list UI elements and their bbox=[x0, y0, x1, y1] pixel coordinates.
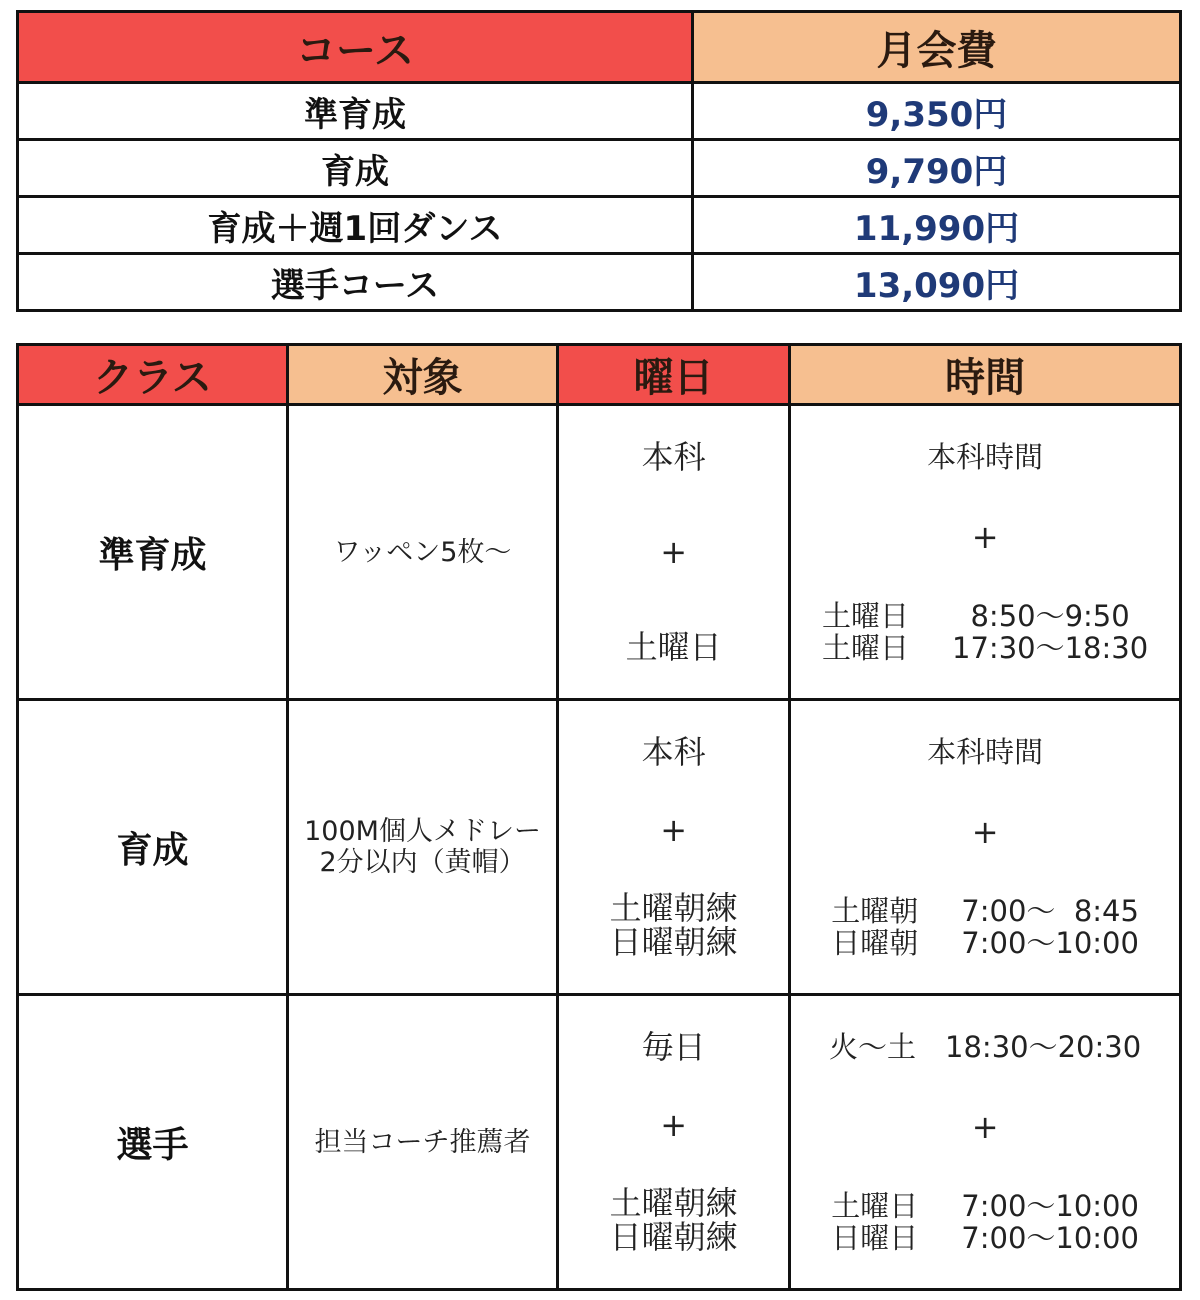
time-slot bbox=[831, 927, 1139, 959]
time-slot bbox=[831, 1190, 1139, 1222]
target-cell bbox=[287, 700, 557, 995]
monthly-fee: 9,350円 bbox=[693, 83, 1181, 140]
target-line: ワッペン5枚～ bbox=[333, 536, 512, 568]
day-cell bbox=[558, 700, 790, 995]
monthly-fee: 9,790円 bbox=[693, 140, 1181, 197]
time-slot bbox=[822, 632, 1148, 664]
target-header: 対象 bbox=[287, 345, 557, 405]
plus-sign: + bbox=[971, 1108, 999, 1146]
course-header: コース bbox=[18, 12, 693, 83]
target-line: 100M個人メドレー bbox=[304, 816, 541, 847]
class-name-cell bbox=[18, 995, 288, 1290]
time-cell bbox=[790, 405, 1181, 700]
plus-sign: + bbox=[660, 811, 688, 849]
time-slot bbox=[822, 600, 1148, 632]
day-base: 毎日 bbox=[641, 1028, 706, 1066]
class-name-cell bbox=[18, 700, 288, 995]
class-row bbox=[18, 995, 1181, 1290]
extra-day: 土曜朝練 bbox=[609, 889, 738, 927]
course-name: 育成＋週1回ダンス bbox=[18, 197, 693, 254]
extra-day: 土曜日 bbox=[625, 628, 722, 666]
fee-row bbox=[18, 197, 1181, 254]
time-base: 火～土 18:30～20:30 bbox=[829, 1030, 1142, 1064]
day-base: 本科 bbox=[641, 438, 706, 476]
time-slot-day: 土曜日 bbox=[822, 631, 910, 665]
time-slot-day: 日曜朝 bbox=[831, 926, 919, 960]
plus-sign: + bbox=[971, 813, 999, 851]
fee-header-row bbox=[18, 12, 1181, 83]
target-line: 2分以内（黄帽） bbox=[319, 847, 526, 878]
class-row bbox=[18, 700, 1181, 995]
course-name: 育成 bbox=[18, 140, 693, 197]
class-schedule-table bbox=[16, 343, 1182, 1291]
time-header: 時間 bbox=[790, 345, 1181, 405]
monthly-fee: 13,090円 bbox=[693, 254, 1181, 311]
plus-sign: + bbox=[660, 533, 688, 571]
day-cell bbox=[558, 405, 790, 700]
extra-day: 土曜朝練 bbox=[609, 1184, 738, 1222]
time-slot-day: 土曜日 bbox=[831, 1189, 919, 1223]
time-slot-hours: 7:00～ 8:45 bbox=[961, 894, 1139, 928]
time-cell bbox=[790, 995, 1181, 1290]
time-slot-hours: 7:00～10:00 bbox=[961, 926, 1139, 960]
class-name: 選手 bbox=[116, 1124, 189, 1166]
class-name: 準育成 bbox=[98, 534, 207, 576]
time-slot-day: 土曜日 bbox=[822, 599, 910, 633]
target-cell bbox=[287, 405, 557, 700]
day-cell bbox=[558, 995, 790, 1290]
time-slot-day: 日曜日 bbox=[831, 1221, 919, 1255]
class-name: 育成 bbox=[116, 829, 189, 871]
time-slot bbox=[831, 895, 1139, 927]
time-slot-hours: 17:30～18:30 bbox=[952, 631, 1149, 665]
plus-sign: + bbox=[971, 518, 999, 556]
target-line: 担当コーチ推薦者 bbox=[314, 1126, 531, 1158]
time-base: 本科時間 bbox=[927, 440, 1044, 474]
monthly-fee: 11,990円 bbox=[693, 197, 1181, 254]
time-slot bbox=[831, 1222, 1139, 1254]
fee-row bbox=[18, 83, 1181, 140]
course-name: 準育成 bbox=[18, 83, 693, 140]
fee-header: 月会費 bbox=[693, 12, 1181, 83]
class-name-cell bbox=[18, 405, 288, 700]
fee-row bbox=[18, 140, 1181, 197]
time-base: 本科時間 bbox=[927, 735, 1044, 769]
target-cell bbox=[287, 995, 557, 1290]
class-row bbox=[18, 405, 1181, 700]
plus-sign: + bbox=[660, 1106, 688, 1144]
fee-table bbox=[16, 10, 1182, 312]
time-slot-hours: 7:00～10:00 bbox=[961, 1221, 1139, 1255]
time-slot-hours: 7:00～10:00 bbox=[961, 1189, 1139, 1223]
extra-day: 日曜朝練 bbox=[609, 1218, 738, 1256]
time-cell bbox=[790, 700, 1181, 995]
day-header: 曜日 bbox=[558, 345, 790, 405]
class-header: クラス bbox=[18, 345, 288, 405]
class-header-row bbox=[18, 345, 1181, 405]
time-slot-day: 土曜朝 bbox=[831, 894, 919, 928]
day-base: 本科 bbox=[641, 733, 706, 771]
extra-day: 日曜朝練 bbox=[609, 923, 738, 961]
fee-row bbox=[18, 254, 1181, 311]
time-slot-hours: 8:50～9:50 bbox=[952, 599, 1130, 633]
course-name: 選手コース bbox=[18, 254, 693, 311]
